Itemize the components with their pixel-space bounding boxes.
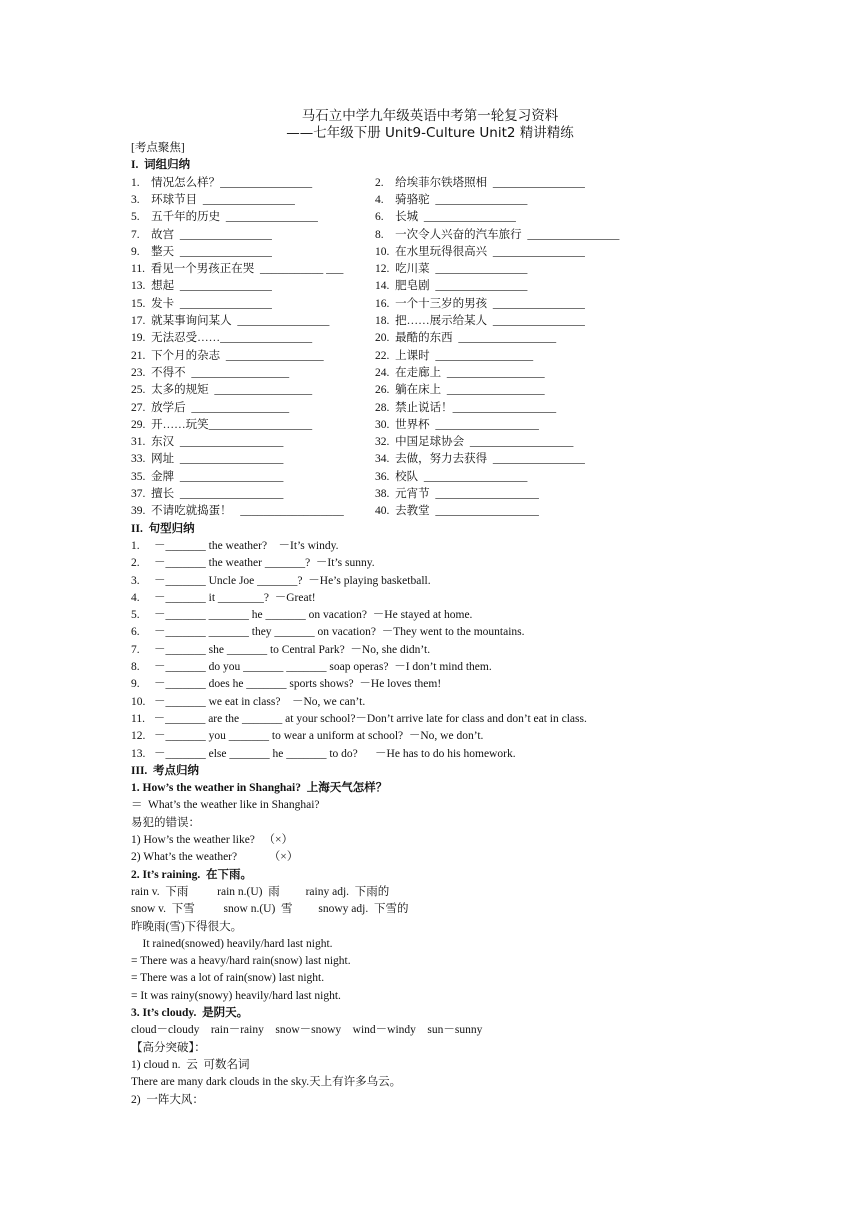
point-line: = There was a lot of rain(snow) last night. bbox=[131, 972, 325, 985]
sentence-item: 12. －_______ you _______ to wear a uniform at school? －No, we don’t. bbox=[131, 730, 484, 743]
phrase-item: 24. 在走廊上 _________________ bbox=[375, 366, 545, 379]
phrase-item: 2. 给埃菲尔铁塔照相 ________________ bbox=[375, 176, 585, 189]
phrase-item: 17. 就某事询问某人 ________________ bbox=[131, 315, 330, 327]
point-line: There are many dark clouds in the sky.天上有许多乌云。 bbox=[131, 1076, 402, 1089]
phrase-item: 16. 一个十三岁的男孩 ________________ bbox=[375, 297, 585, 310]
sentence-item: 3. －_______ Uncle Joe _______? －He’s playing basketball. bbox=[131, 574, 431, 587]
phrase-item: 30. 世界杯 __________________ bbox=[375, 418, 539, 431]
phrase-item: 19. 无法忍受……________________ bbox=[131, 332, 313, 345]
section-title-phrases: I. 词组归纳 bbox=[131, 159, 191, 172]
sentence-item: 10. －_______ we eat in class? －No, we can’t. bbox=[131, 695, 366, 708]
sentence-item: 9. －_______ does he _______ sports shows? －He loves them! bbox=[131, 678, 442, 691]
phrase-item: 20. 最酷的东西 _________________ bbox=[375, 332, 557, 345]
point-line: rain v. 下雨 rain n.(U) 雨 rainy adj. 下雨的 bbox=[131, 885, 390, 898]
phrase-item: 21. 下个月的杂志 _________________ bbox=[131, 349, 324, 362]
phrase-item: 7. 故宫 ________________ bbox=[131, 228, 272, 241]
point-line: 1) cloud n. 云 可数名词 bbox=[131, 1058, 250, 1071]
point-line: 2. It’s raining. 在下雨。 bbox=[131, 868, 252, 881]
phrase-item: 12. 吃川菜 ________________ bbox=[375, 263, 528, 276]
sentence-item: 11. －_______ are the _______ at your school?－Don’t arrive late for class and don’t eat in class. bbox=[131, 712, 587, 725]
sentence-item: 13. －_______ else _______ he _______ to do? －He has to do his homework. bbox=[131, 747, 516, 760]
sentence-item: 6. －_______ _______ they _______ on vacation? －They went to the mountains. bbox=[131, 626, 525, 639]
point-line: cloud－cloudy rain－rainy snow－snowy wind－windy sun－sunny bbox=[131, 1024, 483, 1037]
phrase-item: 4. 骑骆驼 ________________ bbox=[375, 193, 528, 206]
point-line: = There was a heavy/hard rain(snow) last night. bbox=[131, 955, 351, 968]
section-title-points: III. 考点归纳 bbox=[131, 764, 200, 777]
point-line: 昨晚雨(雪)下得很大。 bbox=[131, 920, 243, 933]
phrase-item: 33. 网址 __________________ bbox=[131, 453, 284, 466]
phrase-item: 27. 放学后 _________________ bbox=[131, 401, 290, 414]
sentence-item: 2. －_______ the weather _______? －It’s sunny. bbox=[131, 557, 375, 570]
phrase-item: 5. 五千年的历史 ________________ bbox=[131, 211, 318, 224]
phrase-item: 13. 想起 ________________ bbox=[131, 280, 272, 293]
phrase-item: 25. 太多的规矩 _________________ bbox=[131, 384, 313, 397]
point-line: 1) How’s the weather like? （×） bbox=[131, 834, 294, 846]
sentence-item: 8. －_______ do you _______ _______ soap operas? －I don’t mind them. bbox=[131, 661, 492, 673]
phrase-item: 31. 东汉 __________________ bbox=[131, 436, 284, 449]
point-line: 3. It’s cloudy. 是阴天。 bbox=[131, 1007, 249, 1019]
phrase-item: 8. 一次令人兴奋的汽车旅行 ________________ bbox=[375, 228, 620, 241]
phrase-item: 15. 发卡 ________________ bbox=[131, 297, 272, 310]
phrase-item: 34. 去做，努力去获得 ________________ bbox=[375, 453, 585, 466]
sentence-item: 5. －_______ _______ he _______ on vacation? －He stayed at home. bbox=[131, 609, 473, 622]
point-line: 易犯的错误： bbox=[131, 816, 200, 829]
point-line: 1. How’s the weather in Shanghai? 上海天气怎样？ bbox=[131, 782, 388, 795]
focus-label: [考点聚焦] bbox=[131, 142, 185, 154]
point-line: 2) 一阵大风： bbox=[131, 1093, 204, 1106]
point-line: ＝ What’s the weather like in Shanghai? bbox=[131, 799, 320, 812]
phrase-item: 6. 长城 ________________ bbox=[375, 211, 516, 224]
phrase-item: 23. 不得不 _________________ bbox=[131, 366, 290, 379]
phrase-item: 11. 看见一个男孩正在哭 ___________ ___ bbox=[131, 263, 344, 276]
sentence-item: 1. －_______ the weather? －It’s windy. bbox=[131, 539, 339, 552]
phrase-item: 9. 整天 ________________ bbox=[131, 245, 272, 258]
point-line: It rained(snowed) heavily/hard last night. bbox=[131, 937, 333, 950]
sentence-item: 7. －_______ she _______ to Central Park? －No, she didn’t. bbox=[131, 643, 431, 656]
point-line: snow v. 下雪 snow n.(U) 雪 snowy adj. 下雪的 bbox=[131, 903, 409, 916]
phrase-item: 32. 中国足球协会 __________________ bbox=[375, 436, 574, 449]
point-line: 2) What’s the weather? （×） bbox=[131, 851, 299, 864]
phrase-item: 3. 环球节目 ________________ bbox=[131, 193, 295, 206]
sentence-item: 4. －_______ it ________? －Great! bbox=[131, 591, 316, 604]
point-line: = It was rainy(snowy) heavily/hard last night. bbox=[131, 989, 341, 1002]
phrase-item: 18. 把……展示给某人 ________________ bbox=[375, 315, 585, 327]
section-title-sentences: II. 句型归纳 bbox=[131, 522, 195, 535]
phrase-item: 26. 躺在床上 _________________ bbox=[375, 384, 545, 397]
phrase-item: 14. 肥皂剧 ________________ bbox=[375, 280, 528, 293]
phrase-item: 1. 情况怎么样？________________ bbox=[131, 176, 313, 189]
phrase-item: 22. 上课时 _________________ bbox=[375, 349, 534, 362]
document-title: 马石立中学九年级英语中考第一轮复习资料 bbox=[301, 108, 559, 124]
phrase-item: 36. 校队 __________________ bbox=[375, 470, 528, 483]
phrase-item: 39. 不请吃就捣蛋！ __________________ bbox=[131, 505, 344, 518]
phrase-item: 37. 擅长 __________________ bbox=[131, 488, 284, 500]
phrase-item: 38. 元宵节 __________________ bbox=[375, 488, 539, 500]
phrase-item: 35. 金牌 __________________ bbox=[131, 470, 284, 483]
phrase-item: 28. 禁止说话！__________________ bbox=[375, 401, 557, 414]
phrase-item: 40. 去教堂 __________________ bbox=[375, 505, 539, 518]
document-subtitle: ——七年级下册 Unit9-Culture Unit2 精讲精练 bbox=[286, 125, 574, 141]
point-line: 【高分突破】： bbox=[131, 1041, 206, 1054]
phrase-item: 29. 开……玩笑__________________ bbox=[131, 418, 313, 431]
phrase-item: 10. 在水里玩得很高兴 ________________ bbox=[375, 245, 585, 258]
